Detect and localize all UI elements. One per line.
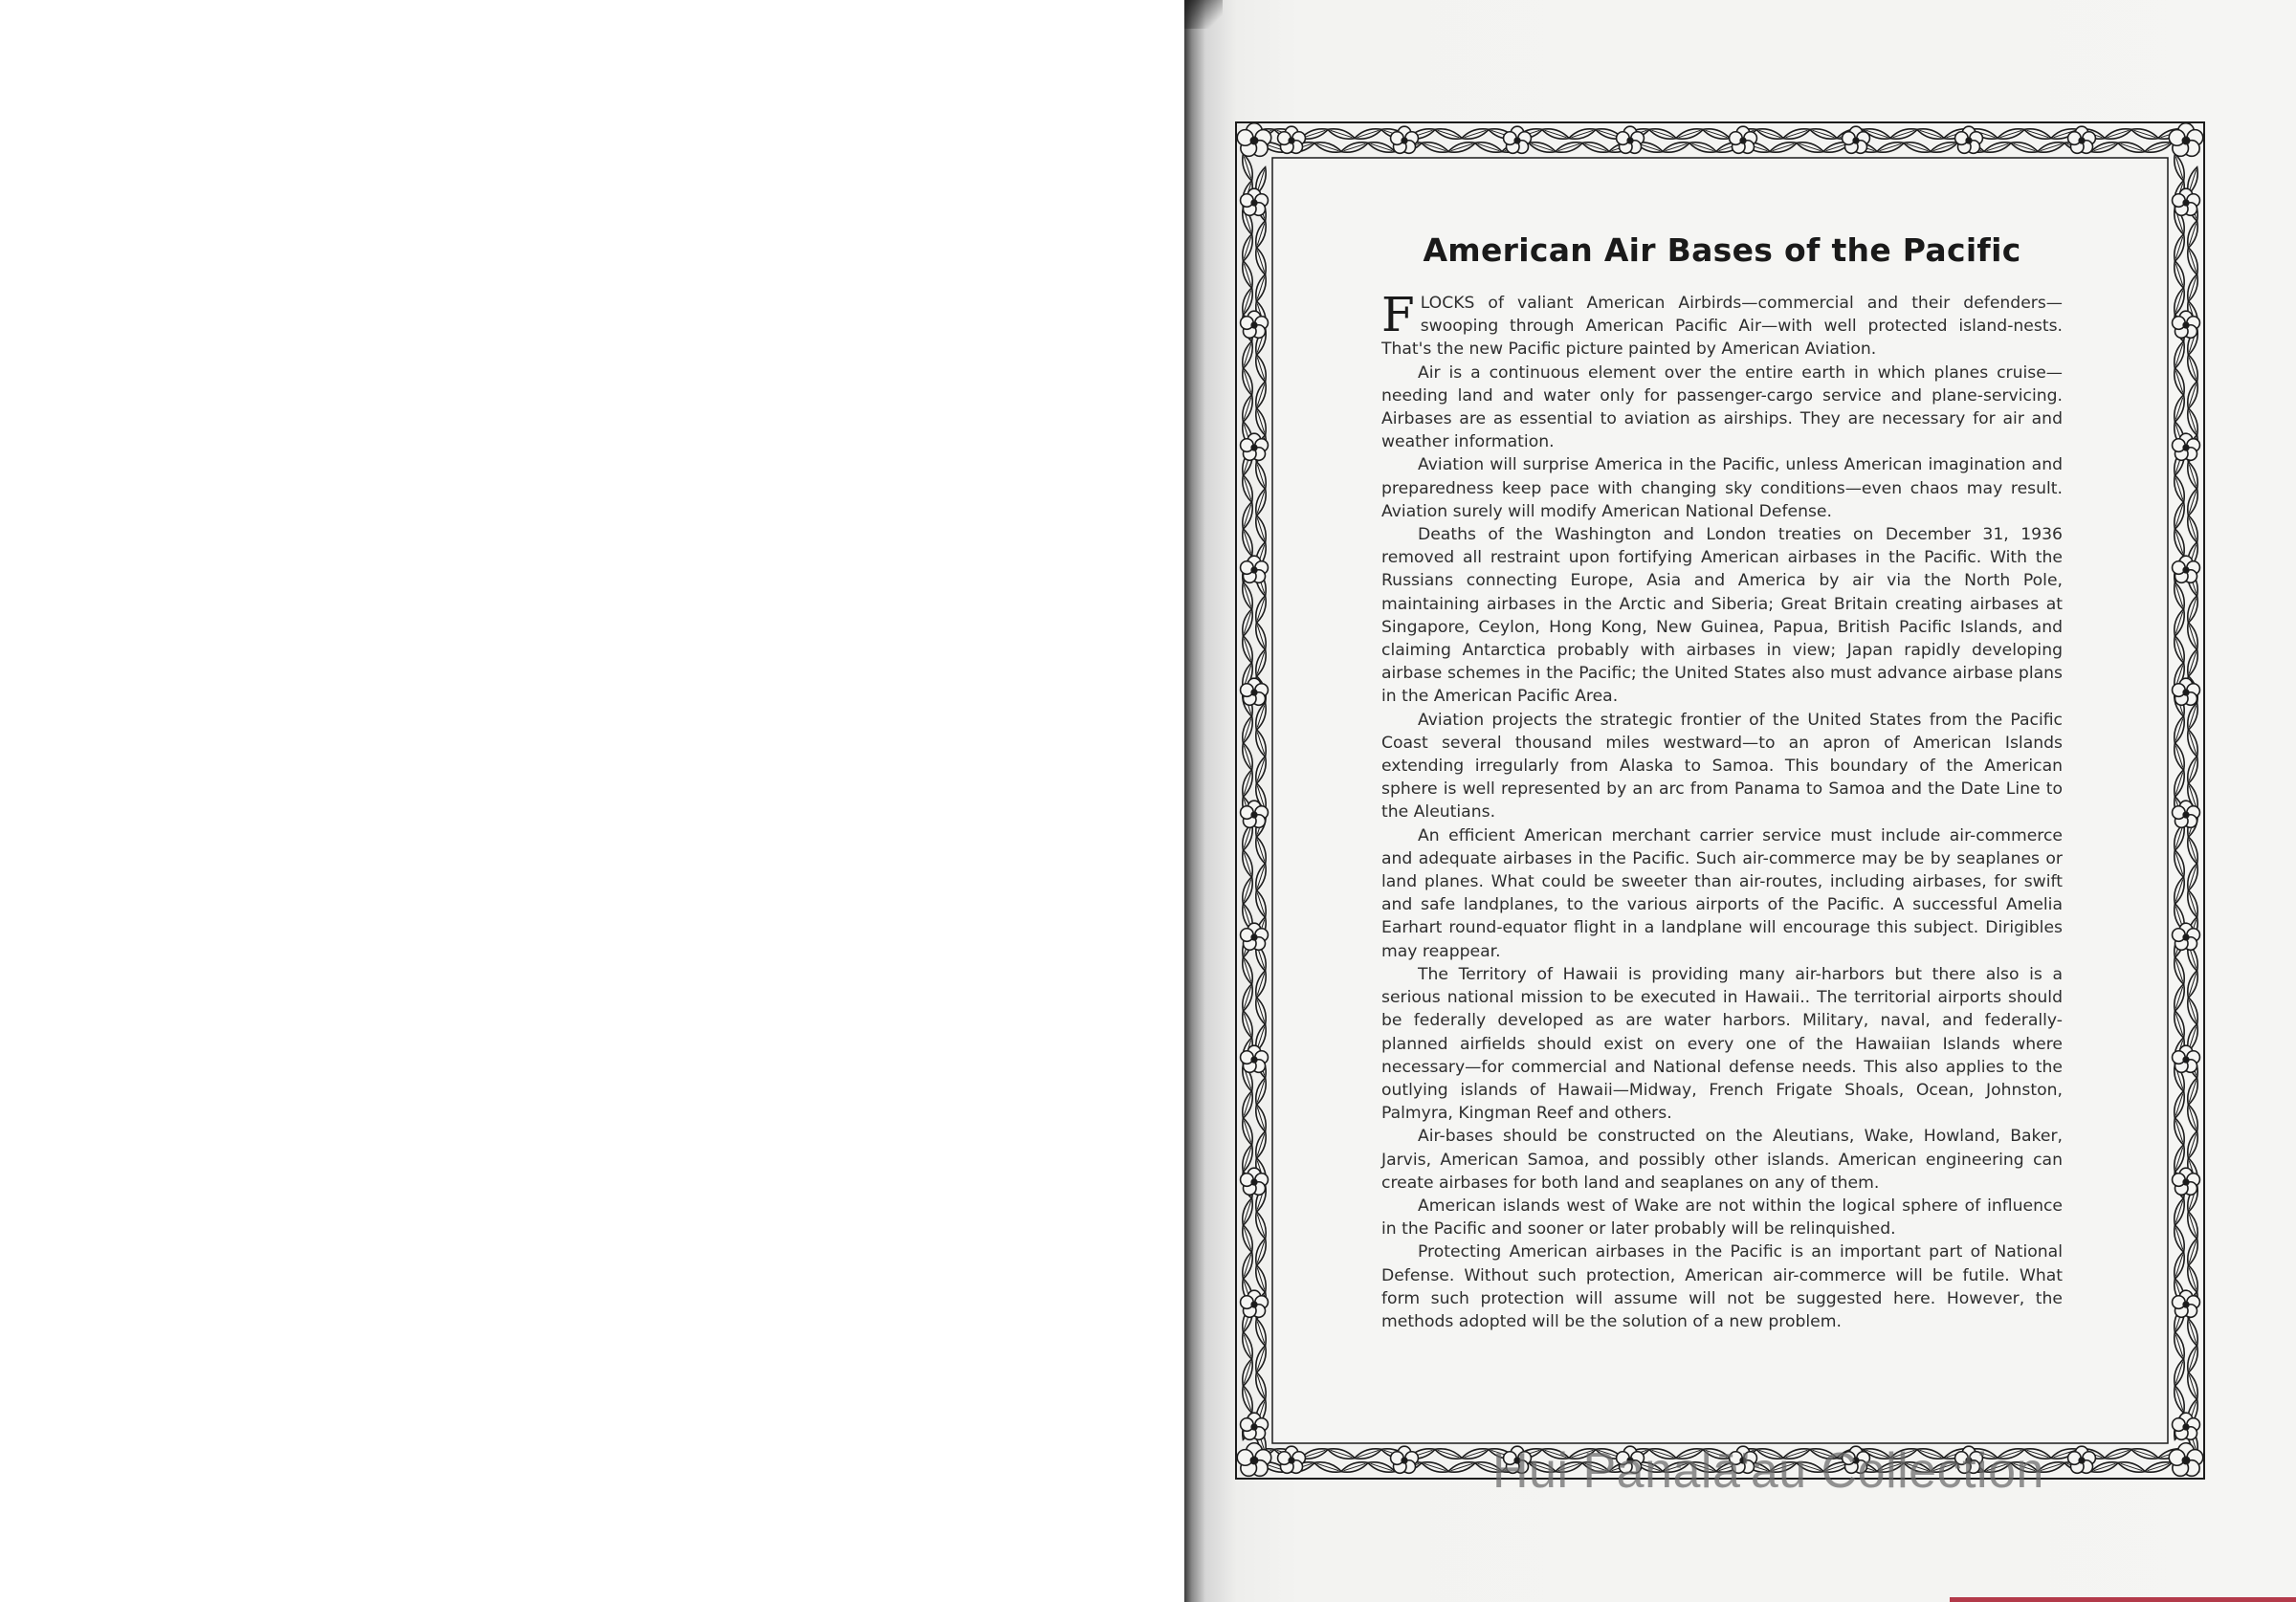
leaf: [1996, 126, 2025, 143]
leaf: [1240, 741, 1256, 771]
leaf: [1353, 126, 1382, 143]
leaf: [1240, 1357, 1256, 1387]
leaf: [1240, 259, 1256, 289]
leaf: [2185, 621, 2201, 650]
leaf: [2172, 152, 2188, 182]
leaf: [1253, 406, 1269, 436]
leaf: [2130, 126, 2159, 143]
leaf: [1875, 140, 1905, 156]
leaf: [2185, 889, 2201, 918]
leaf: [1339, 1459, 1369, 1476]
leaf: [2172, 1089, 2188, 1119]
leaf: [2185, 514, 2201, 543]
leaf: [1768, 140, 1798, 156]
leaf: [2185, 1263, 2201, 1293]
leaf: [1253, 889, 1269, 918]
leaf: [1567, 126, 1597, 143]
leaf: [1240, 714, 1256, 744]
leaf: [2185, 1103, 2201, 1132]
collection-watermark: Hui Panalā'au Collection: [1492, 1443, 2044, 1499]
paragraph-1: [1381, 287, 2063, 362]
leaf: [1353, 1446, 1382, 1462]
leaf: [2172, 1357, 2188, 1387]
leaf: [2185, 647, 2201, 677]
leaf: [1253, 1103, 1269, 1132]
leaf: [2172, 875, 2188, 905]
leaf: [1240, 366, 1256, 396]
leaf: [2036, 140, 2065, 156]
leaf: [2185, 701, 2201, 731]
leaf: [1253, 755, 1269, 784]
paragraph-6: An efficient American merchant carrier service must include air-commerce and adequate airbases in the Pacific. Such air-commerce may be by seaplanes or land planes. What could be sweeter than air-routes, including airbases, for swift and safe landplanes, to the various airports of the Pacific. A successful Amelia Earhart round-equator flight in a landplane will encourage this subject. Dirigibles may reappear.: [1381, 825, 2063, 961]
leaf: [1253, 1210, 1269, 1240]
leaf: [1674, 126, 1704, 143]
leaf: [2172, 1223, 2188, 1253]
leaf: [2172, 1116, 2188, 1146]
leaf: [1982, 140, 2012, 156]
leaf: [2172, 259, 2188, 289]
leaf: [1701, 126, 1731, 143]
leaf: [1240, 875, 1256, 905]
leaf: [1253, 594, 1269, 624]
flower: [1237, 123, 1271, 157]
flower: [2169, 123, 2203, 157]
leaf: [1473, 140, 1503, 156]
leaf: [2172, 1384, 2188, 1414]
leaf: [2172, 366, 2188, 396]
paragraph-8: Air-bases should be constructed on the Aleutians, Wake, Howland, Baker, Jarvis, American Samoa, and possibly other islands. American engineering can create airbases for both land and seaplanes on any of them.: [1381, 1127, 2063, 1193]
leaf: [2172, 714, 2188, 744]
leaf: [1253, 1237, 1269, 1266]
leaf: [1902, 140, 1932, 156]
article: [1381, 231, 2063, 1379]
leaf: [1253, 353, 1269, 383]
leaf: [1240, 1223, 1256, 1253]
leaf: [1253, 701, 1269, 731]
leaf: [1661, 140, 1690, 156]
leaf: [1240, 982, 1256, 1012]
leaf: [2116, 140, 2146, 156]
paragraph-1-text: LOCKS of valiant American Airbirds—commercial and their defenders—swooping through American Pacific Air—with well protected island-nests. That's the new Pacific picture painted by American Aviation.: [1381, 294, 2063, 360]
leaf: [1253, 380, 1269, 409]
leaf: [2172, 500, 2188, 530]
leaf: [1326, 126, 1356, 143]
leaf: [1420, 140, 1449, 156]
leaf: [1808, 126, 1838, 143]
leaf: [2103, 126, 2132, 143]
leaf: [2172, 1250, 2188, 1280]
leaf: [1253, 1076, 1269, 1106]
leaf: [1253, 996, 1269, 1025]
paragraph-3: Aviation will surprise America in the Pacific, unless American imagination and preparedness keep pace with changing sky conditions—even chaos may result. Aviation surely will modify American National Defense.: [1381, 455, 2063, 521]
leaf: [1339, 140, 1369, 156]
leaf: [1420, 1459, 1449, 1476]
leaf: [1253, 1371, 1269, 1400]
leaf: [1688, 140, 1717, 156]
paragraph-2: Air is a continuous element over the entire earth in which planes cruise—needing land and water only for passenger-cargo service and plane-servicing. Airbases are as essential to aviation as airships. They are necessary for air and weather information.: [1381, 362, 2063, 452]
leaf: [2185, 460, 2201, 490]
paragraph-10: Protecting American airbases in the Pacific is an important part of National Defense. Without such protection, American air-commerce will be futile. What form such protection will assume will not be suggested here. However, the methods adopted will be the solution of a new problem.: [1381, 1242, 2063, 1331]
leaf: [2185, 246, 2201, 275]
leaf: [1253, 621, 1269, 650]
page-title: American Air Bases of the Pacific: [1423, 231, 2021, 269]
leaf: [1240, 1009, 1256, 1039]
leaf: [1647, 126, 1677, 143]
leaf: [2185, 1371, 2201, 1400]
leaf: [1253, 460, 1269, 490]
leaf: [1888, 126, 1918, 143]
leaf: [1540, 126, 1570, 143]
leaf: [1915, 126, 1945, 143]
leaf: [1253, 514, 1269, 543]
leaf: [1240, 232, 1256, 262]
leaf: [1253, 647, 1269, 677]
leaf: [2172, 634, 2188, 664]
leaf: [2185, 1130, 2201, 1159]
leaf: [2185, 1317, 2201, 1347]
leaf: [2185, 862, 2201, 891]
paragraph-7: The Territory of Hawaii is providing many air-harbors but there also is a serious national mission to be executed in Hawaii.. The territorial airports should be federally developed as are water harbors. Military, naval, and federally-planned airfields should exist on every one of the Hawaiian Islands where necessary—for commercial and National defense needs. This also applies to the outlying islands of Hawaii—Midway, French Frigate Shoals, Ocean, Johnston, Palmyra, Kingman Reef and others.: [1381, 964, 2063, 1124]
leaf: [1240, 848, 1256, 878]
leaf: [1460, 1446, 1490, 1462]
drop-cap: F: [1381, 287, 1415, 342]
leaf: [1446, 140, 1476, 156]
leaf: [2172, 768, 2188, 798]
leaf: [2185, 1237, 2201, 1266]
leaf: [2185, 1076, 2201, 1106]
leaf: [1527, 140, 1556, 156]
leaf: [2172, 473, 2188, 503]
leaf: [1253, 728, 1269, 757]
leaf: [1240, 1384, 1256, 1414]
leaf: [1240, 1196, 1256, 1226]
leaf: [1240, 955, 1256, 985]
leaf: [1326, 1446, 1356, 1462]
leaf: [1253, 1344, 1269, 1373]
leaf: [2172, 848, 2188, 878]
leaf: [1240, 768, 1256, 798]
leaf: [2185, 996, 2201, 1025]
leaf: [2172, 232, 2188, 262]
leaf: [1460, 126, 1490, 143]
leaf: [1929, 140, 1958, 156]
leaf: [1253, 219, 1269, 249]
leaf: [1253, 273, 1269, 302]
leaf: [2172, 340, 2188, 369]
leaf: [2185, 380, 2201, 409]
leaf: [1240, 1250, 1256, 1280]
leaf: [2172, 1330, 2188, 1360]
leaf: [1240, 527, 1256, 557]
leaf: [1240, 393, 1256, 423]
leaf: [2185, 594, 2201, 624]
leaf: [2185, 406, 2201, 436]
leaf: [1755, 126, 1784, 143]
leaf: [2172, 607, 2188, 637]
leaf: [1313, 1459, 1342, 1476]
leaf: [2185, 219, 2201, 249]
leaf: [1240, 500, 1256, 530]
leaf: [2185, 728, 2201, 757]
leaf: [2185, 273, 2201, 302]
leaf: [1240, 634, 1256, 664]
leaf: [1313, 140, 1342, 156]
leaf: [1253, 246, 1269, 275]
paragraph-9: American islands west of Wake are not within the logical sphere of influence in the Pacific and sooner or later probably will be relinquished.: [1381, 1196, 2063, 1240]
leaf: [2185, 835, 2201, 865]
leaf: [1253, 969, 1269, 999]
leaf: [1554, 140, 1583, 156]
leaf: [1253, 835, 1269, 865]
leaf: [1240, 340, 1256, 369]
leaf: [2143, 140, 2173, 156]
leaf: [2172, 581, 2188, 610]
leaf: [2172, 1009, 2188, 1039]
leaf: [1253, 1130, 1269, 1159]
leaf: [1240, 473, 1256, 503]
leaf: [1240, 607, 1256, 637]
leaf: [2172, 393, 2188, 423]
paragraph-4: Deaths of the Washington and London treaties on December 31, 1936 removed all restraint upon fortifying American airbases in the Pacific. With the Russians connecting Europe, Asia and America by air via the North Pole, maintaining airbases in the Arctic and Siberia; Great Britain creating airbases at Singapore, Ceylon, Hong Kong, New Guinea, Papua, British Pacific Islands, and claiming Antarctica probably with airbases in view; Japan rapidly developing airbase schemes in the Pacific; the United States also must advance airbase plans in the American Pacific Area.: [1381, 525, 2063, 707]
leaf: [2172, 1196, 2188, 1226]
leaf: [1240, 1116, 1256, 1146]
leaf: [1446, 1459, 1476, 1476]
leaf: [1253, 862, 1269, 891]
leaf: [1240, 1089, 1256, 1119]
leaf: [1433, 1446, 1463, 1462]
leaf: [1240, 581, 1256, 610]
leaf: [2172, 741, 2188, 771]
leaf: [2172, 955, 2188, 985]
leaf: [2172, 982, 2188, 1012]
leaf: [1795, 140, 1824, 156]
leaf: [2009, 140, 2039, 156]
leaf: [2022, 126, 2052, 143]
leaf: [2185, 1344, 2201, 1373]
leaf: [2185, 353, 2201, 383]
leaf: [1781, 126, 1811, 143]
leaf: [1433, 126, 1463, 143]
leaf: [1240, 152, 1256, 182]
leaf: [1253, 487, 1269, 516]
leaf: [1253, 1263, 1269, 1293]
leaf: [1253, 1317, 1269, 1347]
leaf: [1240, 1330, 1256, 1360]
leaf: [1580, 140, 1610, 156]
leaf: [2185, 755, 2201, 784]
leaf: [2172, 527, 2188, 557]
leaf: [2185, 1210, 2201, 1240]
leaf: [2185, 487, 2201, 516]
leaf: [2185, 969, 2201, 999]
paragraph-5: Aviation projects the strategic frontier of the United States from the Pacific Coast several thousand miles westward—to an apron of American Islands extending irregularly from Alaska to Samoa. This boundary of the American sphere is well represented by an arc from Panama to Samoa and the Date Line to the Aleutians.: [1381, 710, 2063, 823]
